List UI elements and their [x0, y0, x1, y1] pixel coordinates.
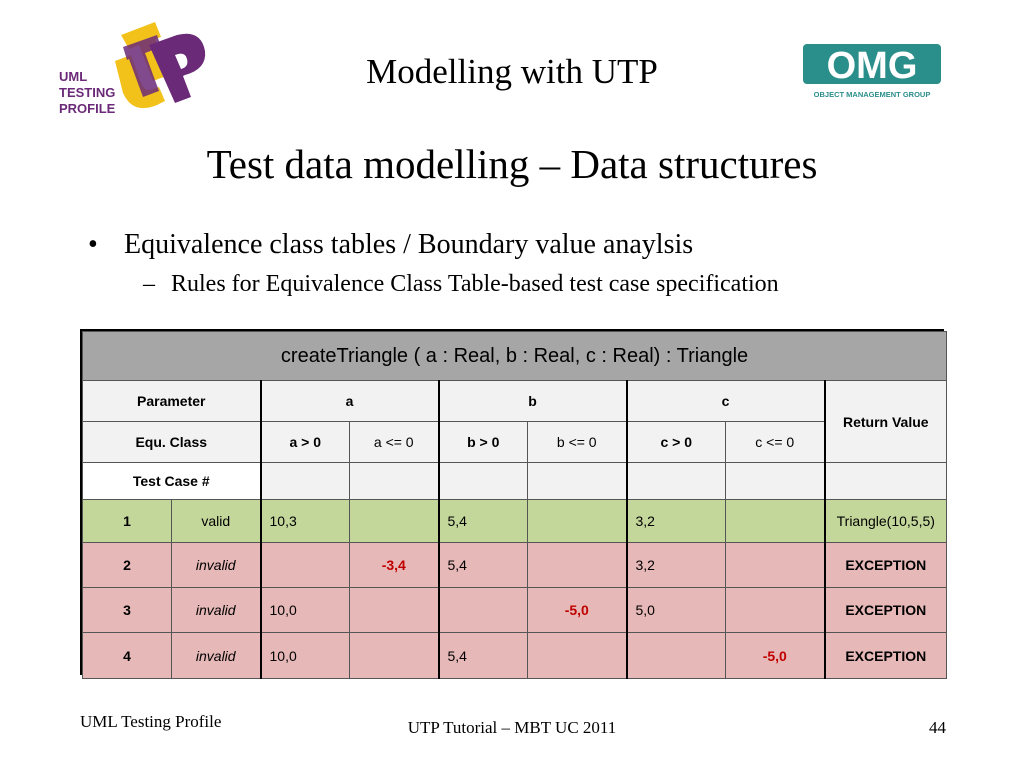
- header-title: Modelling with UTP: [366, 52, 658, 91]
- cell-c-le0: -5,0: [726, 633, 825, 679]
- footer-center: UTP Tutorial – MBT UC 2011: [407, 718, 617, 737]
- omg-logo-subtext: OBJECT MANAGEMENT GROUP: [813, 90, 931, 99]
- cell-c-gt0: 5,0: [627, 588, 726, 633]
- bullet-text: Rules for Equivalence Class Table-based test case specification: [171, 271, 779, 297]
- bullet-marker: •: [88, 229, 98, 260]
- cell-a-gt0: 10,0: [261, 633, 350, 679]
- param-a: a: [261, 381, 439, 422]
- test-case-status: invalid: [172, 588, 261, 633]
- parameter-label: Parameter: [83, 381, 261, 422]
- cell-c-le0: [726, 543, 825, 588]
- page-number: 44: [929, 718, 946, 737]
- cell-b-le0: -5,0: [528, 588, 627, 633]
- class-a-le0: a <= 0: [350, 422, 439, 463]
- table-title-row: [83, 332, 947, 381]
- table: [82, 331, 947, 679]
- return-value: EXCEPTION: [825, 543, 947, 588]
- bullet-level-1: [88, 229, 693, 261]
- table-row: [83, 543, 947, 588]
- dotted-cell: [627, 463, 726, 500]
- cell-c-gt0: 3,2: [627, 543, 726, 588]
- table-row: [83, 633, 947, 679]
- slide-title: Test data modelling – Data structures: [206, 141, 818, 187]
- return-value: EXCEPTION: [825, 633, 947, 679]
- dotted-cell: [726, 463, 825, 500]
- cell-a-le0: -3,4: [350, 543, 439, 588]
- class-c-le0: c <= 0: [726, 422, 825, 463]
- utp-logo-text-testing: TESTING: [59, 85, 116, 100]
- test-case-label: Test Case #: [83, 463, 261, 500]
- test-case-number: 3: [83, 588, 172, 633]
- class-c-gt0: c > 0: [627, 422, 726, 463]
- test-case-number: 2: [83, 543, 172, 588]
- cell-a-le0: [350, 500, 439, 543]
- cell-b-le0: [528, 543, 627, 588]
- bullet-level-2: [143, 271, 779, 298]
- return-value: EXCEPTION: [825, 588, 947, 633]
- equivalence-class-table: [80, 329, 944, 675]
- test-case-number: 1: [83, 500, 172, 543]
- utp-logo-text-uml: UML: [59, 69, 88, 84]
- return-value: Triangle(10,5,5): [825, 500, 947, 543]
- table-row: [83, 588, 947, 633]
- cell-a-gt0: 10,0: [261, 588, 350, 633]
- table-row: [83, 500, 947, 543]
- cell-b-gt0: 5,4: [439, 543, 528, 588]
- cell-a-le0: [350, 633, 439, 679]
- test-case-status: valid: [172, 500, 261, 543]
- dotted-cell: [825, 463, 947, 500]
- cell-a-le0: [350, 588, 439, 633]
- param-c: c: [627, 381, 825, 422]
- utp-logo-text-profile: PROFILE: [59, 101, 116, 116]
- dotted-cell: [350, 463, 439, 500]
- cell-a-gt0: [261, 543, 350, 588]
- cell-c-le0: [726, 500, 825, 543]
- cell-a-gt0: 10,3: [261, 500, 350, 543]
- cell-b-gt0: 5,4: [439, 633, 528, 679]
- class-a-gt0: a > 0: [261, 422, 350, 463]
- omg-logo: [800, 40, 950, 102]
- equ-class-label: Equ. Class: [83, 422, 261, 463]
- dotted-cell: [439, 463, 528, 500]
- cell-b-le0: [528, 500, 627, 543]
- cell-b-gt0: [439, 588, 528, 633]
- return-value-label: Return Value: [825, 381, 947, 463]
- param-b: b: [439, 381, 627, 422]
- class-b-gt0: b > 0: [439, 422, 528, 463]
- function-signature: createTriangle ( a : Real, b : Real, c : Real) : Triangle: [83, 332, 947, 381]
- bullet-text: Equivalence class tables / Boundary value anaylsis: [124, 229, 694, 260]
- dotted-cell: [528, 463, 627, 500]
- cell-b-le0: [528, 633, 627, 679]
- bullet-marker: –: [143, 271, 155, 297]
- cell-c-le0: [726, 588, 825, 633]
- cell-b-gt0: 5,4: [439, 500, 528, 543]
- equ-class-row: [83, 422, 947, 463]
- test-case-number: 4: [83, 633, 172, 679]
- footer-left: UML Testing Profile: [80, 712, 222, 731]
- dotted-cell: [261, 463, 350, 500]
- test-case-status: invalid: [172, 633, 261, 679]
- test-case-status: invalid: [172, 543, 261, 588]
- parameter-row: [83, 381, 947, 422]
- cell-c-gt0: [627, 633, 726, 679]
- test-case-header-row: [83, 463, 947, 500]
- class-b-le0: b <= 0: [528, 422, 627, 463]
- cell-c-gt0: 3,2: [627, 500, 726, 543]
- omg-logo-letters: OMG: [826, 45, 918, 87]
